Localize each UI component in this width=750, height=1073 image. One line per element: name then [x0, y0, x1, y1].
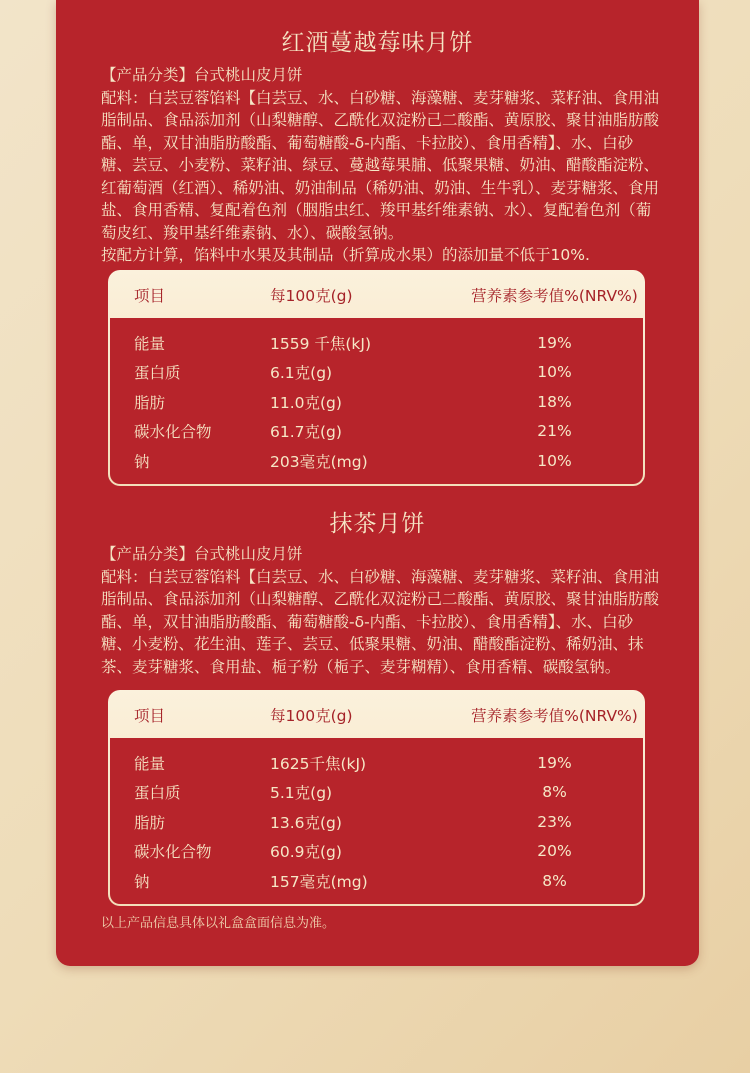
nutrient-nrv: 8%	[542, 871, 567, 890]
nutrition-table-header	[110, 272, 643, 318]
footnote: 以上产品信息具体以礼盒盒面信息为准。	[101, 916, 336, 931]
nutrition-table	[108, 270, 645, 486]
nutrient-amount: 11.0克(g)	[270, 393, 342, 412]
nutrient-name: 蛋白质	[134, 784, 181, 803]
nutrient-nrv: 10%	[537, 363, 572, 382]
nutrient-amount: 1625千焦(kJ)	[270, 754, 367, 773]
nutrition-table-body	[110, 738, 643, 904]
header-nrv: 营养素参考值%(NRV%)	[471, 707, 638, 725]
header-item: 项目	[134, 707, 166, 725]
nutrient-name: 脂肪	[134, 393, 166, 412]
table-row	[110, 837, 643, 867]
table-row	[110, 778, 643, 808]
nutrient-nrv: 8%	[542, 783, 567, 802]
table-row	[110, 328, 643, 358]
table-row	[110, 387, 643, 417]
nutrient-name: 能量	[134, 334, 166, 353]
product-ingredients: 配料：白芸豆蓉馅料【白芸豆、水、白砂糖、海藻糖、麦芽糖浆、菜籽油、食用油脂制品、食品添加剂（山梨糖醇、乙酰化双淀粉己二酸酯、黄原胶、聚甘油脂肪酸酯、单，双甘油脂肪酸酯、葡萄糖酸-δ-内酯、卡拉胶）、食用香精】、水、白砂糖、小麦粉、花生油、莲子、芸豆、低聚果糖、奶油、醋酸酯淀粉、稀奶油、抹茶、麦芽糖浆、食用盐、栀子粉（栀子、麦芽糊精）、食用香精、碳酸氢钠。	[101, 567, 660, 676]
nutrient-amount: 5.1克(g)	[270, 784, 333, 803]
product-description	[101, 64, 661, 267]
nutrient-nrv: 18%	[537, 392, 572, 411]
header-item: 项目	[134, 287, 166, 305]
table-row	[110, 748, 643, 778]
nutrient-amount: 61.7克(g)	[270, 423, 342, 442]
nutrient-amount: 157毫克(mg)	[270, 872, 368, 891]
product-ingredients: 配料：白芸豆蓉馅料【白芸豆、水、白砂糖、海藻糖、麦芽糖浆、菜籽油、食用油脂制品、食品添加剂（山梨糖醇、乙酰化双淀粉己二酸酯、黄原胶、聚甘油脂肪酸酯、单，双甘油脂肪酸酯、葡萄糖酸-δ-内酯、卡拉胶）、食用香精】、水、白砂糖、芸豆、小麦粉、菜籽油、绿豆、蔓越莓果脯、低聚果糖、奶油、醋酸酯淀粉、红葡萄酒（红酒）、稀奶油、奶油制品（稀奶油、奶油、生牛乳）、麦芽糖浆、食用盐、食用香精、复配着色剂（胭脂虫红、羧甲基纤维素钠、水）、复配着色剂（葡萄皮红、羧甲基纤维素钠、水）、碳酸氢钠。	[101, 88, 660, 242]
nutrient-name: 碳水化合物	[134, 843, 212, 862]
table-row	[110, 358, 643, 388]
nutrient-name: 钠	[134, 872, 150, 891]
nutrient-amount: 60.9克(g)	[270, 843, 342, 862]
nutrient-nrv: 19%	[537, 333, 572, 352]
nutrient-name: 脂肪	[134, 813, 166, 832]
nutrient-name: 钠	[134, 452, 150, 471]
nutrition-table	[108, 690, 645, 906]
nutrition-table-body	[110, 318, 643, 484]
product-title: 抹茶月饼	[329, 511, 426, 537]
product-category: 【产品分类】台式桃山皮月饼	[101, 66, 303, 84]
nutrient-amount: 6.1克(g)	[270, 364, 333, 383]
table-row	[110, 417, 643, 447]
nutrition-table-header	[110, 692, 643, 738]
nutrient-name: 碳水化合物	[134, 423, 212, 442]
product-info-card	[56, 0, 699, 966]
nutrient-name: 能量	[134, 754, 166, 773]
nutrient-nrv: 10%	[537, 451, 572, 470]
table-row	[110, 807, 643, 837]
nutrient-amount: 203毫克(mg)	[270, 452, 368, 471]
nutrient-amount: 13.6克(g)	[270, 813, 342, 832]
product-category: 【产品分类】台式桃山皮月饼	[101, 545, 303, 563]
nutrient-nrv: 23%	[537, 812, 572, 831]
header-per100g: 每100克(g)	[270, 707, 353, 725]
table-row	[110, 866, 643, 896]
nutrient-nrv: 20%	[537, 842, 572, 861]
nutrient-amount: 1559 千焦(kJ)	[270, 334, 372, 353]
table-row	[110, 446, 643, 476]
header-nrv: 营养素参考值%(NRV%)	[471, 287, 638, 305]
product-note: 按配方计算，馅料中水果及其制品（折算成水果）的添加量不低于10%.	[101, 246, 590, 264]
product-title: 红酒蔓越莓味月饼	[281, 30, 474, 56]
product-description	[101, 543, 661, 678]
nutrient-nrv: 21%	[537, 422, 572, 441]
nutrient-nrv: 19%	[537, 753, 572, 772]
header-per100g: 每100克(g)	[270, 287, 353, 305]
nutrient-name: 蛋白质	[134, 364, 181, 383]
